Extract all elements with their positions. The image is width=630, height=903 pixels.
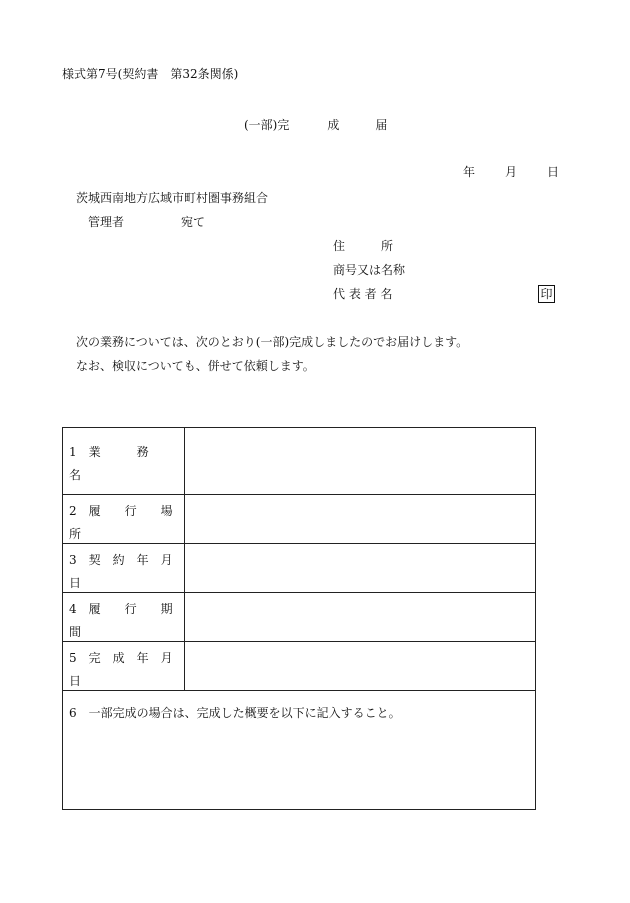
row-label bbox=[63, 544, 185, 593]
summary-field[interactable] bbox=[63, 691, 536, 810]
row-label-line-2: 間 bbox=[69, 625, 82, 639]
table-row bbox=[63, 544, 536, 593]
detail-table bbox=[62, 427, 536, 810]
date-day: 日 bbox=[547, 165, 560, 179]
table-row bbox=[63, 593, 536, 642]
date-year: 年 bbox=[463, 165, 476, 179]
date-line bbox=[463, 166, 559, 178]
addressee-suffix: 宛て bbox=[181, 215, 206, 229]
row-label bbox=[63, 428, 185, 495]
title-part-2: 成 bbox=[327, 118, 340, 132]
row-label-line-1: 2 履 行 場 bbox=[69, 504, 173, 518]
table-row bbox=[63, 428, 536, 495]
table-row-summary bbox=[63, 691, 536, 810]
body-text-line-2: なお、検収についても、併せて依頼します。 bbox=[76, 359, 315, 373]
sender-company-label: 商号又は名称 bbox=[333, 263, 406, 277]
row-label-line-2: 日 bbox=[69, 576, 82, 590]
sender-address-label: 住 所 bbox=[333, 239, 394, 253]
row-value-field[interactable] bbox=[185, 544, 536, 593]
row-value-field[interactable] bbox=[185, 642, 536, 691]
body-text-line-1: 次の業務については、次のとおり(一部)完成しましたのでお届けします。 bbox=[76, 335, 469, 349]
title-part-1: (一部)完 bbox=[244, 118, 290, 132]
addressee-organization: 茨城西南地方広域市町村圏事務組合 bbox=[76, 191, 269, 205]
title-part-3: 届 bbox=[375, 118, 388, 132]
form-number: 様式第7号(契約書 第32条関係) bbox=[62, 67, 239, 81]
table-row bbox=[63, 495, 536, 544]
table-row bbox=[63, 642, 536, 691]
document-title bbox=[244, 119, 387, 131]
row-value-field[interactable] bbox=[185, 428, 536, 495]
row-label-line-2: 日 bbox=[69, 674, 82, 688]
sender-representative-label: 代 表 者 名 bbox=[333, 287, 393, 301]
date-month: 月 bbox=[505, 165, 518, 179]
row-label bbox=[63, 593, 185, 642]
row-label bbox=[63, 642, 185, 691]
row-label-line-1: 4 履 行 期 bbox=[69, 602, 173, 616]
seal-box: 印 bbox=[538, 285, 555, 303]
summary-label: 6 一部完成の場合は、完成した概要を以下に記入すること。 bbox=[69, 706, 401, 720]
row-label bbox=[63, 495, 185, 544]
addressee-title: 管理者 bbox=[88, 215, 125, 229]
row-label-line-2: 所 bbox=[69, 527, 82, 541]
row-value-field[interactable] bbox=[185, 495, 536, 544]
row-label-line-1: 3 契 約 年 月 bbox=[69, 553, 173, 567]
row-label-line-2: 名 bbox=[69, 468, 82, 482]
row-label-line-1: 5 完 成 年 月 bbox=[69, 651, 173, 665]
row-value-field[interactable] bbox=[185, 593, 536, 642]
row-label-line-1: 1 業 務 bbox=[69, 445, 149, 459]
